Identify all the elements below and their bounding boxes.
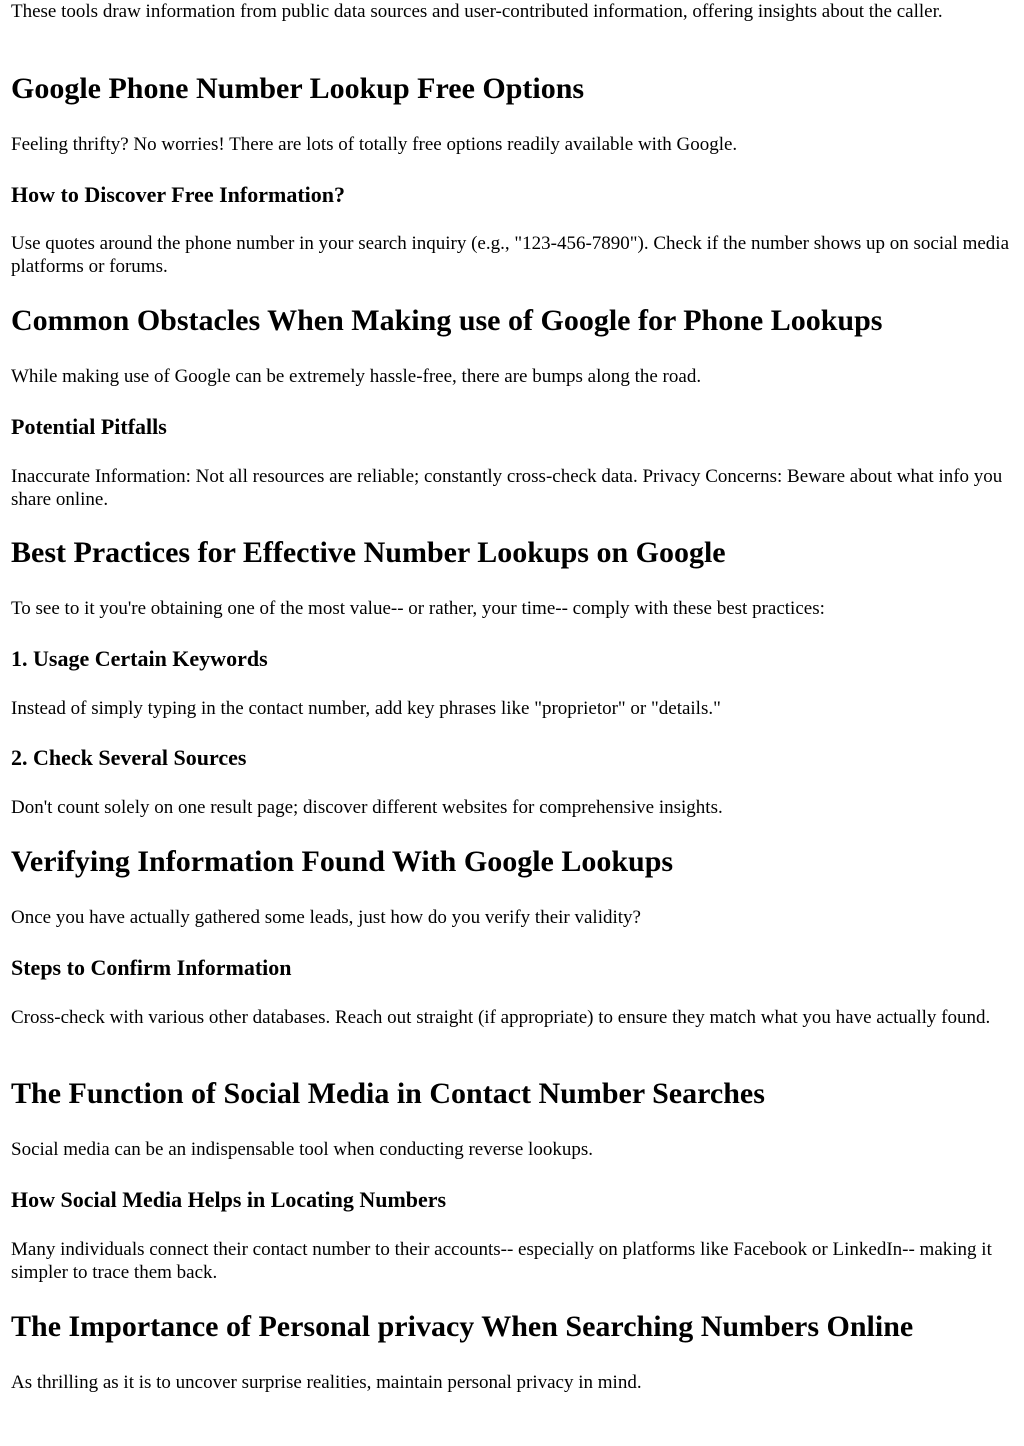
subheading-discover-free-info: How to Discover Free Information? <box>11 182 346 207</box>
heading-best-practices: Best Practices for Effective Number Lookups on Google <box>11 536 726 569</box>
subheading-check-sources: 2. Check Several Sources <box>11 745 247 770</box>
paragraph-check-sources: Don't count solely on one result page; discover different websites for comprehensive insights. <box>11 797 723 818</box>
paragraph-usage-keywords: Instead of simply typing in the contact number, add key phrases like "proprietor" or "details." <box>11 698 721 719</box>
paragraph-free-options: Feeling thrifty? No worries! There are lots of totally free options readily available with Google. <box>11 134 738 155</box>
heading-free-options: Google Phone Number Lookup Free Options <box>11 72 585 105</box>
paragraph-verifying-information: Once you have actually gathered some leads, just how do you verify their validity? <box>11 907 641 928</box>
intro-paragraph: These tools draw information from public data sources and user-contributed information, offering insights about the caller. <box>11 1 943 22</box>
subheading-potential-pitfalls: Potential Pitfalls <box>11 414 167 439</box>
paragraph-best-practices: To see to it you're obtaining one of the most value-- or rather, your time-- comply with these best practices: <box>11 598 825 619</box>
paragraph-potential-pitfalls: Inaccurate Information: Not all resources are reliable; constantly cross-check data. Privacy Concerns: Beware about what info you share online. <box>11 466 1003 510</box>
heading-personal-privacy: The Importance of Personal privacy When Searching Numbers Online <box>11 1310 914 1343</box>
paragraph-social-media-helps: Many individuals connect their contact number to their accounts-- especially on platforms like Facebook or LinkedIn-- making it simpler to trace them back. <box>11 1239 992 1283</box>
heading-common-obstacles: Common Obstacles When Making use of Google for Phone Lookups <box>11 304 883 337</box>
paragraph-confirm-information: Cross-check with various other databases. Reach out straight (if appropriate) to ensure they match what you have actually found. <box>11 1007 991 1028</box>
heading-social-media: The Function of Social Media in Contact Number Searches <box>11 1077 765 1110</box>
paragraph-discover-free-info: Use quotes around the phone number in your search inquiry (e.g., "123-456-7890"). Check if the number shows up on social media platforms or forums. <box>11 233 1010 277</box>
subheading-usage-keywords: 1. Usage Certain Keywords <box>11 646 268 671</box>
subheading-confirm-information: Steps to Confirm Information <box>11 955 292 980</box>
paragraph-social-media: Social media can be an indispensable tool when conducting reverse lookups. <box>11 1139 593 1160</box>
paragraph-common-obstacles: While making use of Google can be extremely hassle-free, there are bumps along the road. <box>11 366 702 387</box>
heading-verifying-information: Verifying Information Found With Google Lookups <box>11 845 674 878</box>
subheading-social-media-helps: How Social Media Helps in Locating Numbers <box>11 1187 447 1212</box>
paragraph-personal-privacy: As thrilling as it is to uncover surprise realities, maintain personal privacy in mind. <box>11 1372 642 1393</box>
